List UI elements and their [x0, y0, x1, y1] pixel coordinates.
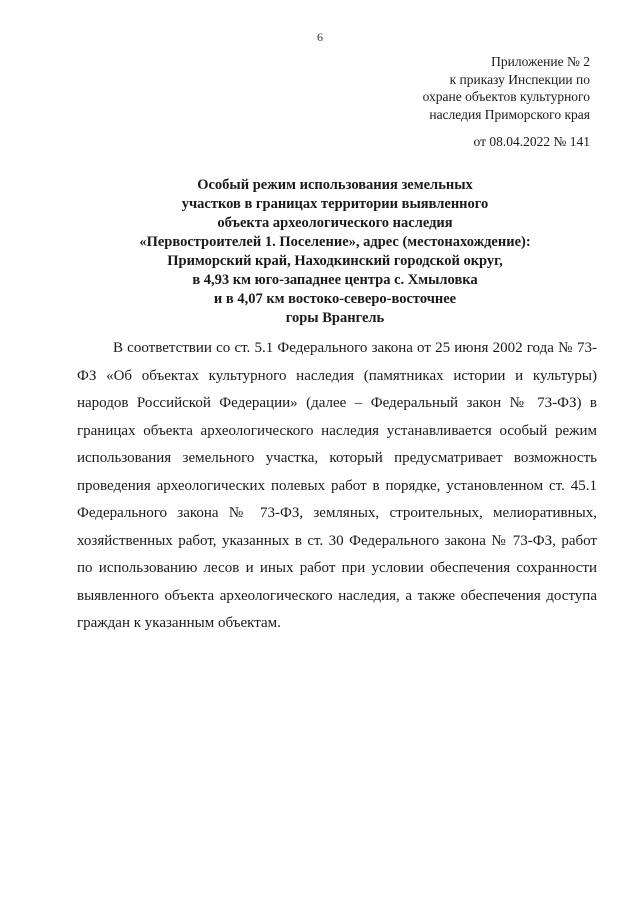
- body-line: ФЗ «Об объектах культурного наследия (памятниках истории и культуры): [77, 367, 597, 384]
- body-paragraph: [77, 335, 597, 638]
- title-line: объекта археологического наследия: [217, 215, 453, 231]
- body-line: по использованию лесов и иных работ при условии обеспечения сохранности: [77, 560, 597, 576]
- order-date: от 08.04.2022 № 141: [473, 134, 590, 149]
- appendix-line: наследия Приморского края: [429, 106, 590, 122]
- body-line: народов Российской Федерации» (далее – Федеральный закон № 73-ФЗ) в: [77, 395, 597, 411]
- title-line: Особый режим использования земельных: [197, 177, 473, 193]
- title-line: в 4,93 км юго-западнее центра с. Хмыловка: [192, 272, 478, 288]
- title-line: «Первостроителей 1. Поселение», адрес (местонахождение):: [139, 234, 531, 250]
- body-line: Федерального закона № 73-ФЗ, земляных, строительных, мелиоративных,: [77, 505, 597, 521]
- body-line: проведения археологических полевых работ в порядке, установленном ст. 45.1: [77, 477, 597, 494]
- body-line: хозяйственных работ, указанных в ст. 30 Федерального закона № 73-ФЗ, работ: [77, 532, 597, 549]
- appendix-line: к приказу Инспекции по: [449, 71, 590, 87]
- body-line: граждан к указанным объектам.: [77, 615, 281, 631]
- page-number: 6: [317, 30, 323, 44]
- appendix-block: [330, 53, 590, 151]
- title-line: участков в границах территории выявленного: [181, 196, 489, 212]
- body-line: использования земельного участка, который предусматривает возможность: [77, 450, 597, 466]
- body-line: выявленного объекта археологического наследия, а также обеспечения доступа: [77, 587, 597, 604]
- title-line: и в 4,07 км востоко-северо-восточнее: [213, 291, 457, 307]
- title-line: Приморский край, Находкинский городской округ,: [167, 253, 503, 269]
- body-line: границах объекта археологического наследия устанавливается особый режим: [77, 422, 597, 439]
- document-title: [100, 176, 570, 328]
- title-line: горы Врангель: [285, 310, 385, 326]
- body-line: В соответствии со ст. 5.1 Федерального закона от 25 июня 2002 года № 73-: [113, 340, 597, 356]
- appendix-line: охране объектов культурного: [422, 89, 590, 104]
- appendix-line: Приложение № 2: [491, 54, 590, 69]
